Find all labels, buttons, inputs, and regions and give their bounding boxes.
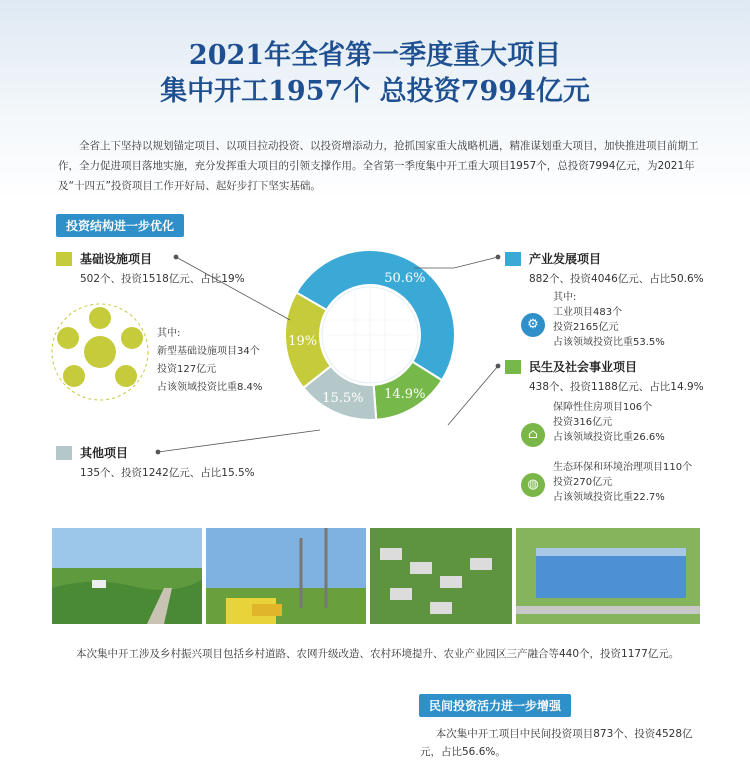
sub-eco-line-3: 占该领域投资比重22.7% bbox=[553, 492, 665, 503]
section-tag-private: 民间投资活力进一步增强 bbox=[419, 694, 571, 717]
legend-line-other: 135个、投资1242亿元、占比15.5% bbox=[80, 467, 255, 479]
rural-revitalization-caption: 本次集中开工涉及乡村振兴项目包括乡村道路、农网升级改造、农村环境提升、农业产业园区三产融合等440个，投资1177亿元。 bbox=[76, 648, 680, 660]
leader-line-livelihood bbox=[448, 366, 498, 425]
infra-icon-cluster bbox=[52, 304, 148, 400]
photo-rural-road bbox=[52, 528, 202, 624]
sub-industry-line-3: 占该领域投资比重53.5% bbox=[553, 337, 665, 348]
donut-label-2: 15.5% bbox=[322, 390, 364, 406]
leader-line-industry bbox=[414, 257, 498, 268]
legend-industry bbox=[505, 250, 704, 286]
sub-infra-line-3: 占该领域投资比重8.4% bbox=[157, 382, 263, 393]
legend-swatch-livelihood bbox=[505, 360, 521, 374]
sub-infra-line-2: 投资127亿元 bbox=[157, 364, 217, 375]
legend-line-livelihood: 438个、投资1188亿元、占比14.9% bbox=[529, 381, 704, 393]
section-tag-structure: 投资结构进一步优化 bbox=[56, 214, 184, 237]
legend-livelihood bbox=[505, 358, 704, 394]
donut-label-3: 19% bbox=[288, 333, 318, 349]
legend-other bbox=[56, 444, 255, 480]
sub-industry-heading: 其中: bbox=[553, 292, 577, 303]
sub-eco-line-1: 生态环保和环境治理项目110个 bbox=[553, 462, 693, 473]
title-line-1: 2021年全省第一季度重大项目 bbox=[188, 40, 562, 71]
legend-swatch-industry bbox=[505, 252, 521, 266]
donut-label-0: 50.6% bbox=[384, 271, 426, 287]
leader-dot-industry bbox=[496, 255, 500, 259]
sub-industry bbox=[553, 290, 665, 350]
legend-line-infra: 502个、投资1518亿元、占比19% bbox=[80, 273, 245, 285]
legend-name-livelihood: 民生及社会事业项目 bbox=[529, 360, 638, 374]
legend-swatch-infra bbox=[56, 252, 72, 266]
legend-name-industry: 产业发展项目 bbox=[529, 252, 602, 266]
title-line-2: 集中开工1957个 总投资7994亿元 bbox=[160, 76, 590, 107]
photo-village bbox=[370, 528, 512, 624]
legend-swatch-other bbox=[56, 446, 72, 460]
gear-icon: ⚙ bbox=[521, 313, 545, 337]
sub-housing-line-2: 投资316亿元 bbox=[553, 417, 613, 428]
private-investment-paragraph: 本次集中开工项目中民间投资项目873个、投资4528亿元，占比56.6%。 bbox=[420, 728, 693, 758]
donut-label-1: 14.9% bbox=[384, 386, 426, 402]
legend-line-industry: 882个、投资4046亿元、占比50.6% bbox=[529, 273, 704, 285]
sub-industry-line-2: 投资2165亿元 bbox=[553, 322, 619, 333]
sub-eco-line-2: 投资270亿元 bbox=[553, 477, 613, 488]
sub-housing bbox=[553, 400, 665, 445]
globe-icon: ◍ bbox=[521, 473, 545, 497]
sub-housing-line-1: 保障性住房项目106个 bbox=[553, 402, 653, 413]
photo-industrial-park bbox=[516, 528, 700, 624]
intro-paragraph: 全省上下坚持以规划锚定项目、以项目拉动投资、以投资增添动力，抢抓国家重大战略机遇，精准谋划重大项目，加快推进项目前期工作，全力促进项目落地实施，充分发挥重大项目的引领支撑作用。全省第一季度集中开工重大项目1957个，总投资7994亿元，为2021年及“十四五”投资项目工作开好局、起好步打下坚实基础。 bbox=[58, 140, 699, 192]
legend-name-other: 其他项目 bbox=[80, 446, 129, 460]
network-icon bbox=[84, 336, 116, 368]
legend-infra bbox=[56, 250, 245, 286]
legend-name-infra: 基础设施项目 bbox=[80, 252, 153, 266]
sub-infra-heading: 其中: bbox=[157, 328, 181, 339]
house-icon: ⌂ bbox=[521, 423, 545, 447]
sub-infra bbox=[157, 326, 262, 395]
photo-power-grid bbox=[206, 528, 366, 624]
sub-eco bbox=[553, 460, 692, 505]
sub-infra-line-1: 新型基础设施项目34个 bbox=[157, 346, 260, 357]
sub-industry-line-1: 工业项目483个 bbox=[553, 307, 623, 318]
leader-dot-livelihood bbox=[496, 364, 500, 368]
sub-housing-line-3: 占该领域投资比重26.6% bbox=[553, 432, 665, 443]
